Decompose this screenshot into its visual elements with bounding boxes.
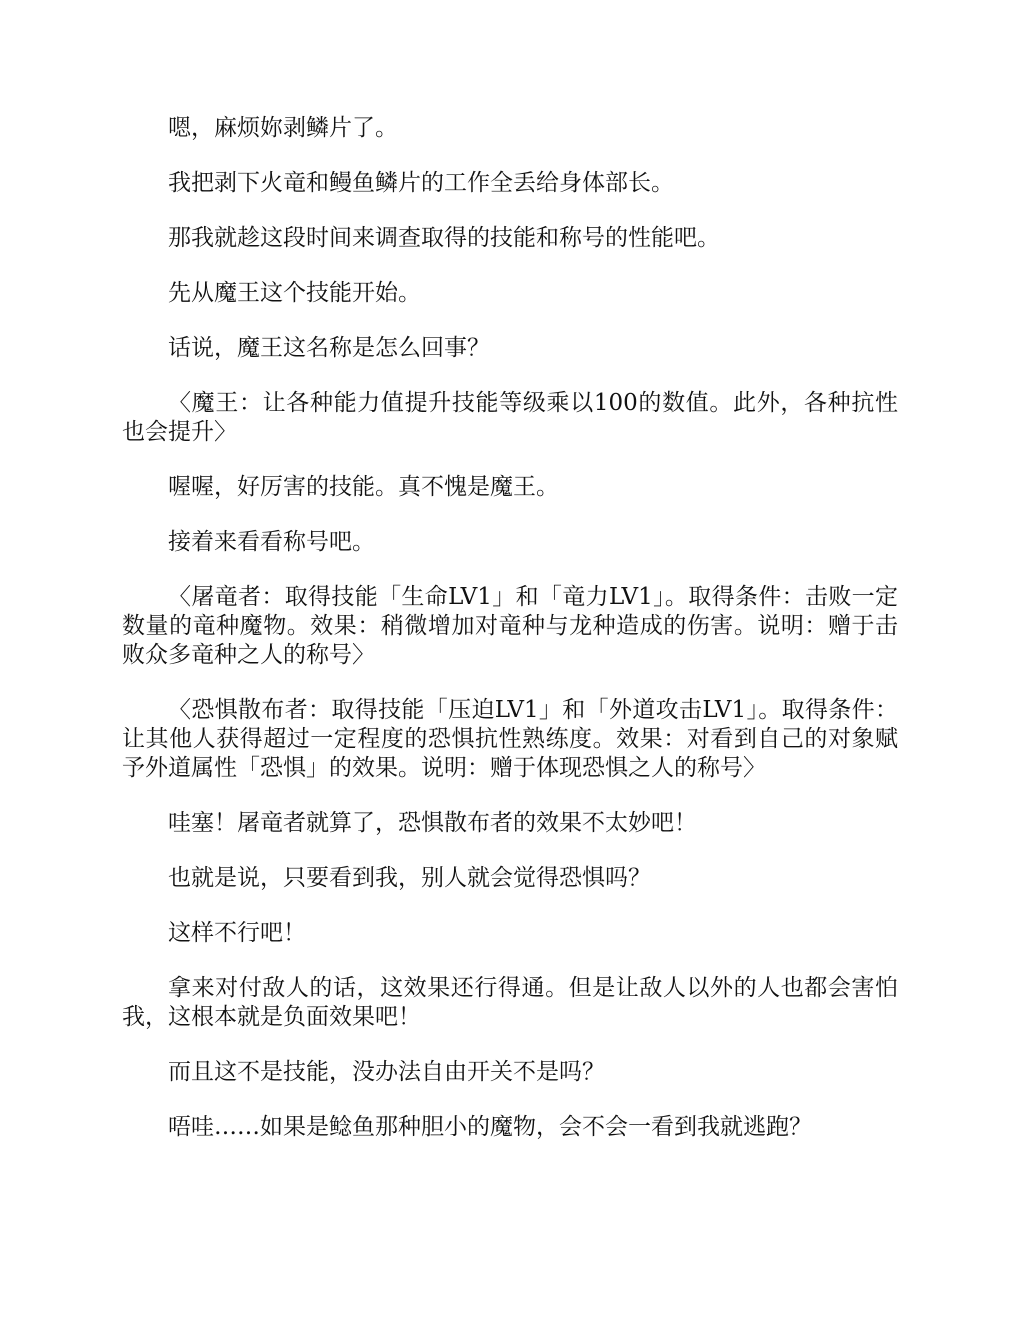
paragraph: 唔哇……如果是鲶鱼那种胆小的魔物，会不会一看到我就逃跑？	[168, 1114, 812, 1140]
paragraph: 我把剥下火竜和鳗鱼鳞片的工作全丢给身体部长。	[168, 170, 674, 196]
skill-description-paragraph: 〈魔王：让各种能力值提升技能等级乘以100的数值。此外，各种抗性也会提升〉	[122, 390, 898, 445]
paragraph: 那我就趁这段时间来调查取得的技能和称号的性能吧。	[168, 225, 720, 251]
title-description-paragraph: 〈恐惧散布者：取得技能「压迫LV1」和「外道攻击LV1」。取得条件：让其他人获得超过一定程度的恐惧抗性熟练度。效果：对看到自己的对象赋予外道属性「恐惧」的效果。说明：赠于体现恐惧之人的称号〉	[122, 697, 898, 781]
title-description-paragraph: 〈屠竜者：取得技能「生命LV1」和「竜力LV1」。取得条件：击败一定数量的竜种魔物。效果：稍微增加对竜种与龙种造成的伤害。说明：赠于击败众多竜种之人的称号〉	[122, 584, 898, 668]
paragraph: 这样不行吧！	[168, 920, 306, 946]
paragraph: 先从魔王这个技能开始。	[168, 280, 421, 306]
paragraph: 接着来看看称号吧。	[168, 529, 375, 555]
paragraph: 嗯，麻烦妳剥鳞片了。	[168, 115, 398, 141]
paragraph: 喔喔，好厉害的技能。真不愧是魔王。	[168, 474, 559, 500]
paragraph: 而且这不是技能，没办法自由开关不是吗？	[168, 1059, 605, 1085]
paragraph: 哇塞！屠竜者就算了，恐惧散布者的效果不太妙吧！	[168, 810, 697, 836]
document-page	[122, 114, 898, 1168]
paragraph: 话说，魔王这名称是怎么回事？	[168, 335, 490, 361]
paragraph: 也就是说，只要看到我，别人就会觉得恐惧吗？	[168, 865, 651, 891]
paragraph: 拿来对付敌人的话，这效果还行得通。但是让敌人以外的人也都会害怕我，这根本就是负面效果吧！	[122, 975, 898, 1030]
